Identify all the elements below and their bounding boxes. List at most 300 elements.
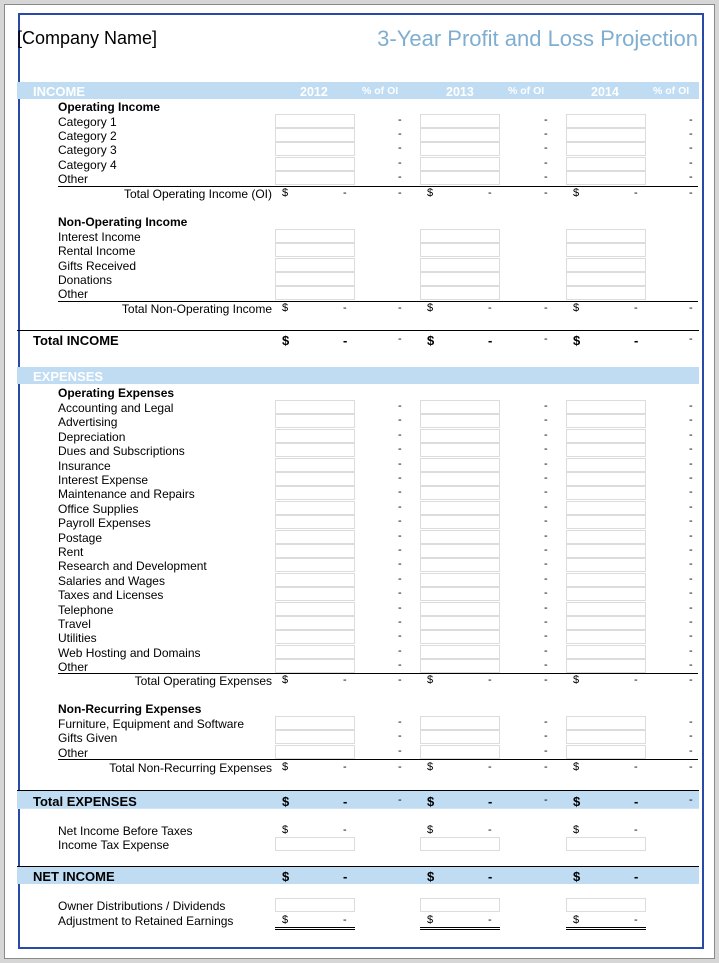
line-item-label: Research and Development bbox=[58, 559, 207, 574]
value-input-2012[interactable] bbox=[275, 501, 355, 515]
percent-of-oi: - bbox=[689, 616, 693, 628]
value-input-2013[interactable] bbox=[420, 157, 500, 171]
percent-of-oi: - bbox=[689, 644, 693, 657]
total-amount: - bbox=[634, 761, 638, 773]
percent-of-oi: - bbox=[398, 114, 402, 126]
percent-of-oi: - bbox=[544, 674, 548, 686]
percent-of-oi: - bbox=[544, 443, 548, 456]
percent-of-oi: - bbox=[544, 187, 548, 199]
percent-of-oi: - bbox=[398, 302, 402, 314]
percent-of-oi: - bbox=[398, 400, 402, 412]
expenses-header-band bbox=[17, 367, 699, 384]
currency-symbol: $ bbox=[427, 914, 434, 926]
line-item-label: Accounting and Legal bbox=[58, 401, 174, 415]
total-amount: - bbox=[488, 302, 492, 314]
value-input-2014[interactable] bbox=[566, 400, 646, 414]
percent-of-oi: - bbox=[544, 544, 548, 556]
percent-of-oi: - bbox=[544, 472, 548, 484]
value-input-2013[interactable] bbox=[420, 501, 500, 515]
percent-of-oi: - bbox=[398, 428, 402, 441]
percent-of-oi: - bbox=[544, 302, 548, 314]
value-input-2013[interactable] bbox=[420, 142, 500, 156]
value-input-2014[interactable] bbox=[566, 501, 646, 515]
percent-of-oi: - bbox=[398, 761, 402, 773]
value-input-2012[interactable] bbox=[275, 286, 355, 300]
percent-of-oi: - bbox=[398, 128, 402, 140]
percent-of-oi: - bbox=[544, 659, 548, 672]
total-operating-income-label: Total Operating Income (OI) bbox=[123, 187, 272, 201]
value-input-2013[interactable] bbox=[420, 730, 500, 744]
percent-of-oi: - bbox=[544, 572, 548, 585]
double-underline bbox=[275, 929, 355, 930]
percent-of-oi: - bbox=[544, 529, 548, 542]
value-input-2014[interactable] bbox=[566, 716, 646, 730]
value-input-2012[interactable] bbox=[275, 128, 355, 142]
value-input-2014[interactable] bbox=[566, 515, 646, 529]
percent-of-oi: - bbox=[689, 486, 693, 499]
value-input-2012[interactable] bbox=[275, 458, 355, 472]
percent-of-oi: - bbox=[689, 187, 693, 199]
value-input-2014[interactable] bbox=[566, 286, 646, 300]
value-input-2014[interactable] bbox=[566, 616, 646, 630]
income-tax-input-2012[interactable] bbox=[275, 837, 355, 851]
percent-of-oi: - bbox=[398, 515, 402, 528]
currency-symbol: $ bbox=[282, 187, 289, 199]
value-input-2014[interactable] bbox=[566, 272, 646, 286]
percent-of-oi: - bbox=[689, 302, 693, 314]
total-amount: - bbox=[634, 302, 638, 314]
net-income-band bbox=[17, 867, 699, 884]
grand-total-amount: - bbox=[343, 794, 348, 809]
adjustment-retained-earnings-label: Adjustment to Retained Earnings bbox=[58, 914, 234, 928]
value-input-2014[interactable] bbox=[566, 243, 646, 257]
value-input-2012[interactable] bbox=[275, 229, 355, 243]
grand-total-label: Total INCOME bbox=[33, 333, 119, 348]
value-input-2013[interactable] bbox=[420, 229, 500, 243]
non-recurring-expenses-heading: Non-Recurring Expenses bbox=[58, 702, 202, 716]
percent-of-oi: - bbox=[398, 486, 402, 499]
percent-of-oi: - bbox=[544, 630, 548, 643]
income-heading: INCOME bbox=[33, 84, 85, 99]
owner-distributions-input-2013[interactable] bbox=[420, 898, 500, 912]
adjustment-amount: - bbox=[488, 914, 492, 926]
value-input-2013[interactable] bbox=[420, 472, 500, 486]
value-input-2013[interactable] bbox=[420, 544, 500, 558]
value-input-2014[interactable] bbox=[566, 114, 646, 128]
total-expenses-bottom bbox=[17, 808, 699, 809]
percent-of-oi: - bbox=[398, 572, 402, 585]
adjustment-amount: - bbox=[634, 914, 638, 926]
line-item-label: Dues and Subscriptions bbox=[58, 444, 185, 459]
line-item-label: Advertising bbox=[58, 415, 118, 430]
percent-of-oi: - bbox=[689, 674, 693, 686]
percent-of-oi: - bbox=[398, 529, 402, 542]
value-input-2013[interactable] bbox=[420, 243, 500, 257]
total-amount: - bbox=[343, 187, 347, 199]
page-title: 3-Year Profit and Loss Projection bbox=[377, 26, 698, 51]
line-item-label: Postage bbox=[58, 530, 103, 545]
percent-of-oi: - bbox=[398, 472, 402, 484]
percent-of-oi: - bbox=[689, 333, 693, 345]
line-item-label: Payroll Expenses bbox=[58, 516, 151, 531]
percent-of-oi: - bbox=[398, 659, 402, 672]
percent-of-oi: - bbox=[544, 558, 548, 571]
percent-of-oi: - bbox=[689, 457, 693, 470]
value-input-2013[interactable] bbox=[420, 486, 500, 500]
percent-of-oi: - bbox=[398, 745, 402, 757]
section-rule bbox=[58, 759, 698, 760]
percent-of-oi: - bbox=[398, 171, 402, 183]
value-input-2012[interactable] bbox=[275, 400, 355, 414]
value-input-2013[interactable] bbox=[420, 745, 500, 759]
value-input-2012[interactable] bbox=[275, 114, 355, 128]
currency-symbol: $ bbox=[427, 761, 434, 773]
currency-symbol: $ bbox=[282, 761, 289, 773]
currency-symbol: $ bbox=[573, 824, 580, 836]
line-item-label: Rental Income bbox=[58, 244, 136, 258]
amount: - bbox=[634, 824, 638, 836]
line-item-label: Office Supplies bbox=[58, 501, 139, 516]
currency-symbol: $ bbox=[573, 674, 580, 686]
value-input-2014[interactable] bbox=[566, 258, 646, 272]
value-input-2013[interactable] bbox=[420, 171, 500, 185]
grand-total-amount: - bbox=[343, 333, 348, 348]
percent-of-oi: - bbox=[544, 428, 548, 441]
currency-symbol: $ bbox=[427, 302, 434, 314]
value-input-2013[interactable] bbox=[420, 429, 500, 443]
value-input-2013[interactable] bbox=[420, 458, 500, 472]
value-input-2012[interactable] bbox=[275, 573, 355, 587]
value-input-2014[interactable] bbox=[566, 544, 646, 558]
total-non-recurring-expenses-label: Total Non-Recurring Expenses bbox=[109, 761, 272, 775]
line-item-label: Furniture, Equipment and Software bbox=[58, 717, 245, 731]
line-item-label: Taxes and Licenses bbox=[58, 588, 164, 603]
line-item-label: Rent bbox=[58, 545, 84, 559]
value-input-2013[interactable] bbox=[420, 443, 500, 457]
value-input-2012[interactable] bbox=[275, 587, 355, 601]
value-input-2012[interactable] bbox=[275, 745, 355, 759]
value-input-2013[interactable] bbox=[420, 400, 500, 414]
value-input-2012[interactable] bbox=[275, 659, 355, 673]
percent-of-oi: - bbox=[544, 142, 548, 154]
percent-of-oi: - bbox=[689, 500, 693, 513]
percent-of-oi: - bbox=[689, 572, 693, 585]
percent-of-oi: - bbox=[689, 745, 693, 757]
percent-of-oi: - bbox=[689, 587, 693, 600]
double-underline bbox=[420, 929, 500, 930]
percent-of-oi: - bbox=[544, 716, 548, 728]
value-input-2014[interactable] bbox=[566, 458, 646, 472]
percent-of-oi: - bbox=[544, 486, 548, 499]
total-amount: - bbox=[488, 187, 492, 199]
line-item-label: Category 2 bbox=[58, 129, 117, 143]
percent-of-oi: - bbox=[689, 716, 693, 728]
pct-of-oi-header: % of OI bbox=[508, 85, 545, 97]
currency-symbol: $ bbox=[427, 333, 435, 348]
year-header-2014: 2014 bbox=[591, 85, 619, 99]
value-input-2013[interactable] bbox=[420, 587, 500, 601]
value-input-2012[interactable] bbox=[275, 243, 355, 257]
value-input-2013[interactable] bbox=[420, 659, 500, 673]
net-income-amount: - bbox=[634, 869, 639, 884]
line-item-label: Gifts Given bbox=[58, 731, 118, 745]
year-header-2012: 2012 bbox=[300, 85, 328, 99]
value-input-2012[interactable] bbox=[275, 558, 355, 572]
value-input-2013[interactable] bbox=[420, 573, 500, 587]
income-tax-input-2014[interactable] bbox=[566, 837, 646, 851]
value-input-2014[interactable] bbox=[566, 573, 646, 587]
value-input-2014[interactable] bbox=[566, 730, 646, 744]
line-item-label: Category 3 bbox=[58, 143, 117, 157]
currency-symbol: $ bbox=[427, 869, 435, 884]
total-amount: - bbox=[343, 761, 347, 773]
value-input-2012[interactable] bbox=[275, 530, 355, 544]
percent-of-oi: - bbox=[689, 128, 693, 140]
percent-of-oi: - bbox=[689, 601, 693, 614]
value-input-2012[interactable] bbox=[275, 157, 355, 171]
percent-of-oi: - bbox=[398, 601, 402, 614]
percent-of-oi: - bbox=[689, 558, 693, 571]
value-input-2013[interactable] bbox=[420, 515, 500, 529]
net-income-label: NET INCOME bbox=[33, 869, 115, 884]
value-input-2012[interactable] bbox=[275, 645, 355, 659]
value-input-2012[interactable] bbox=[275, 544, 355, 558]
percent-of-oi: - bbox=[544, 128, 548, 140]
value-input-2013[interactable] bbox=[420, 616, 500, 630]
line-item-label: Telephone bbox=[58, 602, 114, 617]
percent-of-oi: - bbox=[398, 558, 402, 571]
income-tax-input-2013[interactable] bbox=[420, 837, 500, 851]
value-input-2012[interactable] bbox=[275, 602, 355, 616]
year-header-2013: 2013 bbox=[446, 85, 474, 99]
currency-symbol: $ bbox=[282, 302, 289, 314]
net-income-amount: - bbox=[343, 869, 348, 884]
total-amount: - bbox=[488, 674, 492, 686]
line-item-label: Interest Income bbox=[58, 230, 141, 244]
percent-of-oi: - bbox=[398, 794, 402, 806]
line-item-label: Travel bbox=[58, 617, 91, 631]
value-input-2013[interactable] bbox=[420, 530, 500, 544]
percent-of-oi: - bbox=[689, 414, 693, 427]
percent-of-oi: - bbox=[398, 544, 402, 556]
percent-of-oi: - bbox=[544, 333, 548, 345]
percent-of-oi: - bbox=[689, 794, 693, 806]
double-underline bbox=[566, 927, 646, 928]
percent-of-oi: - bbox=[544, 157, 548, 169]
value-input-2014[interactable] bbox=[566, 229, 646, 243]
value-input-2014[interactable] bbox=[566, 142, 646, 156]
percent-of-oi: - bbox=[689, 761, 693, 773]
percent-of-oi: - bbox=[398, 414, 402, 427]
value-input-2013[interactable] bbox=[420, 272, 500, 286]
percent-of-oi: - bbox=[544, 171, 548, 183]
total-non-operating-income-label: Total Non-Operating Income bbox=[121, 302, 272, 316]
value-input-2013[interactable] bbox=[420, 645, 500, 659]
percent-of-oi: - bbox=[398, 716, 402, 728]
line-item-label: Web Hosting and Domains bbox=[58, 645, 201, 660]
currency-symbol: $ bbox=[282, 794, 290, 809]
grand-total-amount: - bbox=[634, 333, 639, 348]
percent-of-oi: - bbox=[398, 587, 402, 600]
value-input-2012[interactable] bbox=[275, 171, 355, 185]
non-operating-income-heading: Non-Operating Income bbox=[58, 215, 188, 229]
value-input-2014[interactable] bbox=[566, 530, 646, 544]
value-input-2014[interactable] bbox=[566, 558, 646, 572]
percent-of-oi: - bbox=[689, 171, 693, 183]
income-tax-expense-label: Income Tax Expense bbox=[58, 838, 170, 852]
total-operating-expenses-label: Total Operating Expenses bbox=[134, 674, 272, 688]
pct-of-oi-header: % of OI bbox=[362, 85, 399, 97]
percent-of-oi: - bbox=[544, 601, 548, 614]
value-input-2013[interactable] bbox=[420, 128, 500, 142]
amount: - bbox=[488, 824, 492, 836]
value-input-2013[interactable] bbox=[420, 258, 500, 272]
value-input-2012[interactable] bbox=[275, 443, 355, 457]
percent-of-oi: - bbox=[544, 400, 548, 412]
percent-of-oi: - bbox=[398, 457, 402, 470]
percent-of-oi: - bbox=[689, 400, 693, 412]
pct-of-oi-header: % of OI bbox=[653, 85, 690, 97]
value-input-2012[interactable] bbox=[275, 142, 355, 156]
percent-of-oi: - bbox=[689, 529, 693, 542]
owner-distributions-label: Owner Distributions / Dividends bbox=[58, 899, 226, 913]
percent-of-oi: - bbox=[544, 745, 548, 757]
value-input-2013[interactable] bbox=[420, 286, 500, 300]
value-input-2014[interactable] bbox=[566, 602, 646, 616]
value-input-2014[interactable] bbox=[566, 171, 646, 185]
value-input-2013[interactable] bbox=[420, 114, 500, 128]
percent-of-oi: - bbox=[689, 142, 693, 154]
currency-symbol: $ bbox=[573, 302, 580, 314]
value-input-2014[interactable] bbox=[566, 128, 646, 142]
owner-distributions-input-2012[interactable] bbox=[275, 898, 355, 912]
value-input-2014[interactable] bbox=[566, 630, 646, 644]
total-amount: - bbox=[488, 761, 492, 773]
percent-of-oi: - bbox=[398, 500, 402, 513]
percent-of-oi: - bbox=[689, 428, 693, 441]
percent-of-oi: - bbox=[398, 157, 402, 169]
percent-of-oi: - bbox=[398, 333, 402, 345]
double-underline bbox=[566, 929, 646, 930]
percent-of-oi: - bbox=[689, 515, 693, 528]
percent-of-oi: - bbox=[398, 142, 402, 154]
value-input-2012[interactable] bbox=[275, 716, 355, 730]
line-item-label: Utilities bbox=[58, 631, 97, 646]
total-income-rule bbox=[17, 330, 699, 331]
percent-of-oi: - bbox=[544, 414, 548, 427]
percent-of-oi: - bbox=[398, 630, 402, 643]
owner-distributions-input-2014[interactable] bbox=[566, 898, 646, 912]
value-input-2014[interactable] bbox=[566, 443, 646, 457]
value-input-2012[interactable] bbox=[275, 258, 355, 272]
value-input-2012[interactable] bbox=[275, 630, 355, 644]
value-input-2013[interactable] bbox=[420, 602, 500, 616]
value-input-2014[interactable] bbox=[566, 157, 646, 171]
grand-total-label: Total EXPENSES bbox=[33, 794, 137, 809]
double-underline bbox=[420, 927, 500, 928]
value-input-2013[interactable] bbox=[420, 558, 500, 572]
value-input-2012[interactable] bbox=[275, 429, 355, 443]
percent-of-oi: - bbox=[544, 457, 548, 470]
value-input-2014[interactable] bbox=[566, 745, 646, 759]
percent-of-oi: - bbox=[398, 674, 402, 686]
percent-of-oi: - bbox=[544, 644, 548, 657]
currency-symbol: $ bbox=[427, 674, 434, 686]
value-input-2014[interactable] bbox=[566, 659, 646, 673]
value-input-2014[interactable] bbox=[566, 472, 646, 486]
net-income-before-taxes-label: Net Income Before Taxes bbox=[58, 824, 193, 838]
line-item-label: Other bbox=[58, 172, 89, 186]
currency-symbol: $ bbox=[282, 333, 290, 348]
value-input-2014[interactable] bbox=[566, 429, 646, 443]
net-income-amount: - bbox=[488, 869, 493, 884]
currency-symbol: $ bbox=[573, 869, 581, 884]
percent-of-oi: - bbox=[689, 472, 693, 484]
value-input-2012[interactable] bbox=[275, 414, 355, 428]
total-amount: - bbox=[343, 302, 347, 314]
value-input-2013[interactable] bbox=[420, 630, 500, 644]
currency-symbol: $ bbox=[573, 187, 580, 199]
percent-of-oi: - bbox=[544, 794, 548, 806]
value-input-2014[interactable] bbox=[566, 645, 646, 659]
percent-of-oi: - bbox=[689, 443, 693, 456]
total-amount: - bbox=[343, 674, 347, 686]
value-input-2012[interactable] bbox=[275, 272, 355, 286]
percent-of-oi: - bbox=[689, 157, 693, 169]
value-input-2013[interactable] bbox=[420, 716, 500, 730]
line-item-label: Other bbox=[58, 746, 89, 760]
grand-total-amount: - bbox=[634, 794, 639, 809]
currency-symbol: $ bbox=[282, 869, 290, 884]
grand-total-amount: - bbox=[488, 794, 493, 809]
value-input-2012[interactable] bbox=[275, 486, 355, 500]
percent-of-oi: - bbox=[544, 761, 548, 773]
value-input-2012[interactable] bbox=[275, 472, 355, 486]
expenses-heading: EXPENSES bbox=[33, 369, 104, 384]
amount: - bbox=[343, 824, 347, 836]
currency-symbol: $ bbox=[573, 914, 580, 926]
grand-total-amount: - bbox=[488, 333, 493, 348]
percent-of-oi: - bbox=[689, 659, 693, 672]
line-item-label: Category 4 bbox=[58, 158, 117, 172]
value-input-2014[interactable] bbox=[566, 486, 646, 500]
percent-of-oi: - bbox=[544, 515, 548, 528]
value-input-2012[interactable] bbox=[275, 616, 355, 630]
total-amount: - bbox=[634, 674, 638, 686]
percent-of-oi: - bbox=[544, 114, 548, 126]
currency-symbol: $ bbox=[282, 914, 289, 926]
value-input-2013[interactable] bbox=[420, 414, 500, 428]
value-input-2014[interactable] bbox=[566, 414, 646, 428]
value-input-2014[interactable] bbox=[566, 587, 646, 601]
value-input-2012[interactable] bbox=[275, 730, 355, 744]
currency-symbol: $ bbox=[573, 761, 580, 773]
value-input-2012[interactable] bbox=[275, 515, 355, 529]
operating-income-heading: Operating Income bbox=[58, 100, 161, 114]
company-name[interactable]: [Company Name] bbox=[17, 28, 158, 48]
total-amount: - bbox=[634, 187, 638, 199]
percent-of-oi: - bbox=[398, 187, 402, 199]
percent-of-oi: - bbox=[398, 730, 402, 742]
currency-symbol: $ bbox=[427, 794, 435, 809]
currency-symbol: $ bbox=[427, 187, 434, 199]
line-item-label: Gifts Received bbox=[58, 259, 137, 273]
currency-symbol: $ bbox=[573, 794, 581, 809]
line-item-label: Other bbox=[58, 287, 89, 301]
double-underline bbox=[275, 927, 355, 928]
line-item-label: Category 1 bbox=[58, 115, 117, 129]
adjustment-amount: - bbox=[343, 914, 347, 926]
